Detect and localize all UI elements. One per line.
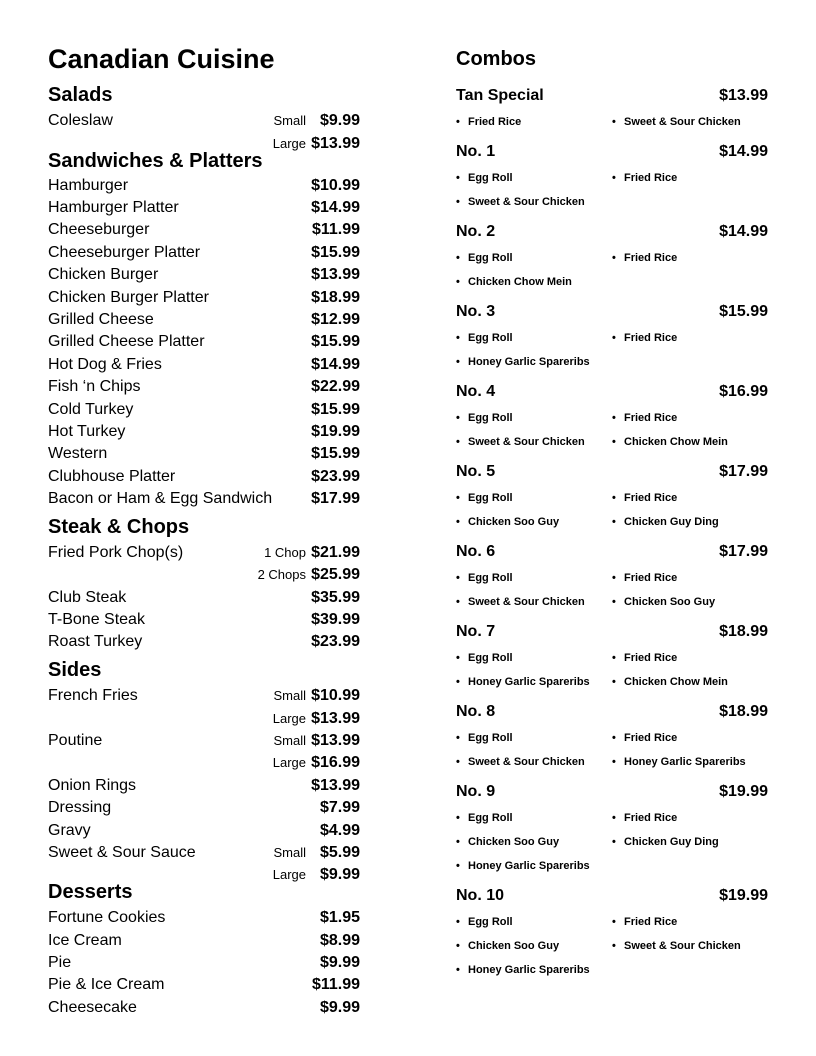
combo-item: • Sweet & Sour Chicken — [612, 938, 741, 954]
combo-item: • Chicken Chow Mein — [612, 674, 728, 690]
menu-item — [48, 587, 360, 609]
combo-no-4 — [456, 381, 768, 403]
combo-no-5 — [456, 461, 768, 483]
steak-chops-heading: Steak & Chops — [48, 516, 190, 538]
item-name: Sweet & Sour Sauce — [48, 844, 196, 861]
item-name: Poutine — [48, 732, 103, 749]
menu-item-pork-chop-two — [48, 564, 360, 586]
item-price: $15.99 — [311, 333, 360, 350]
item-price: $23.99 — [311, 468, 360, 485]
combo-item: • Egg Roll — [456, 490, 513, 506]
size-label: Small — [273, 688, 306, 703]
combo-price: $17.99 — [719, 463, 768, 480]
item-price: $8.99 — [319, 932, 360, 949]
item-name: Hamburger Platter — [48, 199, 179, 216]
item-name: Chicken Burger — [48, 266, 159, 283]
page-title: Canadian Cuisine — [48, 44, 275, 74]
item-price: $4.99 — [319, 822, 360, 839]
combo-name: No. 9 — [456, 783, 496, 800]
combo-price: $19.99 — [719, 887, 768, 904]
item-name: Pie — [48, 954, 72, 971]
combo-no-6 — [456, 541, 768, 563]
combo-item: • Sweet & Sour Chicken — [456, 194, 585, 210]
item-price: $7.99 — [319, 799, 360, 816]
item-name: Fortune Cookies — [48, 909, 166, 926]
combo-name: No. 8 — [456, 703, 496, 720]
menu-item-coleslaw — [48, 110, 360, 132]
combo-item: • Fried Rice — [612, 730, 677, 746]
combo-item: • Egg Roll — [456, 914, 513, 930]
menu-item — [48, 197, 360, 219]
combo-tan-special — [456, 85, 768, 107]
combo-item: • Egg Roll — [456, 170, 513, 186]
combo-item: • Chicken Guy Ding — [612, 514, 719, 530]
menu-item — [48, 997, 360, 1019]
combo-name: No. 7 — [456, 623, 496, 640]
combo-item: • Honey Garlic Spareribs — [456, 962, 590, 978]
item-price: $13.99 — [311, 777, 360, 794]
menu-item — [48, 242, 360, 264]
combo-price: $13.99 — [719, 87, 768, 104]
combo-item: • Chicken Soo Guy — [456, 514, 559, 530]
size-label: 2 Chops — [257, 567, 306, 582]
menu-item — [48, 820, 360, 842]
menu-item-poutine — [48, 730, 360, 752]
menu-item-french-fries — [48, 685, 360, 707]
item-name: Cold Turkey — [48, 401, 134, 418]
combos-heading: Combos — [456, 48, 536, 70]
item-price: $22.99 — [311, 378, 360, 395]
item-price: $5.99 — [319, 844, 360, 861]
salads-heading: Salads — [48, 84, 113, 106]
item-name: Hamburger — [48, 177, 129, 194]
sides-heading: Sides — [48, 659, 102, 681]
item-name: Gravy — [48, 822, 91, 839]
combo-item: • Fried Rice — [612, 330, 677, 346]
menu-item — [48, 488, 360, 510]
menu-item — [48, 421, 360, 443]
item-price: $11.99 — [311, 976, 360, 993]
combo-item: • Fried Rice — [612, 650, 677, 666]
combo-price: $18.99 — [719, 703, 768, 720]
menu-item — [48, 631, 360, 653]
menu-item — [48, 907, 360, 929]
combo-no-7 — [456, 621, 768, 643]
size-label: 1 Chop — [264, 545, 306, 560]
item-price: $10.99 — [311, 177, 360, 194]
menu-item — [48, 264, 360, 286]
combo-item: • Fried Rice — [612, 490, 677, 506]
item-price: $9.99 — [319, 999, 360, 1016]
item-name: Pie & Ice Cream — [48, 976, 165, 993]
combo-price: $19.99 — [719, 783, 768, 800]
combo-price: $18.99 — [719, 623, 768, 640]
combo-price: $16.99 — [719, 383, 768, 400]
menu-item — [48, 443, 360, 465]
combo-item: • Honey Garlic Spareribs — [456, 354, 590, 370]
combo-item: • Chicken Soo Guy — [612, 594, 715, 610]
combo-name: No. 1 — [456, 143, 496, 160]
combo-item: • Sweet & Sour Chicken — [612, 114, 741, 130]
combo-item: • Chicken Soo Guy — [456, 834, 559, 850]
menu-item — [48, 331, 360, 353]
item-price: $23.99 — [311, 633, 360, 650]
combo-item: • Fried Rice — [612, 914, 677, 930]
combo-item: • Chicken Chow Mein — [612, 434, 728, 450]
combo-item: • Fried Rice — [612, 570, 677, 586]
combo-item: • Egg Roll — [456, 250, 513, 266]
item-price: $13.99 — [311, 732, 360, 749]
combo-item: • Fried Rice — [612, 410, 677, 426]
item-price: $14.99 — [311, 356, 360, 373]
combo-name: Tan Special — [456, 87, 544, 104]
combo-item: • Egg Roll — [456, 570, 513, 586]
combo-name: No. 2 — [456, 223, 496, 240]
size-label: Small — [273, 733, 306, 748]
combo-item: • Chicken Soo Guy — [456, 938, 559, 954]
item-name: Bacon or Ham & Egg Sandwich — [48, 490, 273, 507]
combo-no-8 — [456, 701, 768, 723]
combo-item: • Egg Roll — [456, 730, 513, 746]
item-price: $18.99 — [311, 289, 360, 306]
size-label: Small — [273, 113, 306, 128]
combo-no-10 — [456, 885, 768, 907]
item-price: $16.99 — [311, 754, 360, 771]
size-label: Large — [272, 867, 306, 882]
item-price: $9.99 — [319, 866, 360, 883]
size-label: Large — [272, 755, 306, 770]
combo-item: • Chicken Chow Mein — [456, 274, 572, 290]
menu-item — [48, 974, 360, 996]
item-price: $13.99 — [311, 266, 360, 283]
menu-item — [48, 609, 360, 631]
item-name: Grilled Cheese — [48, 311, 154, 328]
menu-item — [48, 309, 360, 331]
menu-item — [48, 354, 360, 376]
item-price: $21.99 — [311, 544, 360, 561]
item-name: Ice Cream — [48, 932, 122, 949]
combo-item: • Fried Rice — [612, 250, 677, 266]
menu-item — [48, 466, 360, 488]
combo-item: • Fried Rice — [612, 170, 677, 186]
combo-no-2 — [456, 221, 768, 243]
combo-item: • Egg Roll — [456, 810, 513, 826]
item-price: $17.99 — [311, 490, 360, 507]
sandwiches-heading: Sandwiches & Platters — [48, 150, 263, 172]
combo-item: • Honey Garlic Spareribs — [612, 754, 746, 770]
combo-name: No. 4 — [456, 383, 496, 400]
combo-price: $17.99 — [719, 543, 768, 560]
item-name: Cheeseburger — [48, 221, 150, 238]
item-price: $35.99 — [311, 589, 360, 606]
combo-item: • Egg Roll — [456, 330, 513, 346]
combo-item: • Egg Roll — [456, 410, 513, 426]
combo-no-9 — [456, 781, 768, 803]
menu-item — [48, 219, 360, 241]
size-label: Large — [272, 136, 306, 151]
item-price: $14.99 — [311, 199, 360, 216]
item-price: $9.99 — [319, 954, 360, 971]
item-name: Clubhouse Platter — [48, 468, 176, 485]
item-price: $15.99 — [311, 244, 360, 261]
item-price: $19.99 — [311, 423, 360, 440]
combo-no-1 — [456, 141, 768, 163]
menu-item — [48, 399, 360, 421]
item-name: Chicken Burger Platter — [48, 289, 209, 306]
menu-item-pork-chop — [48, 542, 360, 564]
menu-item-sweet-sour-sauce — [48, 842, 360, 864]
menu-item-french-fries-large — [48, 708, 360, 730]
combo-item: • Egg Roll — [456, 650, 513, 666]
combo-name: No. 3 — [456, 303, 496, 320]
item-name: Hot Dog & Fries — [48, 356, 162, 373]
menu-item — [48, 797, 360, 819]
item-name: Club Steak — [48, 589, 127, 606]
item-name: Hot Turkey — [48, 423, 126, 440]
menu-item-poutine-large — [48, 752, 360, 774]
item-price: $25.99 — [311, 566, 360, 583]
combo-name: No. 10 — [456, 887, 505, 904]
combo-item: • Sweet & Sour Chicken — [456, 434, 585, 450]
combo-item: • Sweet & Sour Chicken — [456, 754, 585, 770]
combo-item: • Chicken Guy Ding — [612, 834, 719, 850]
combo-name: No. 6 — [456, 543, 496, 560]
item-name: Dressing — [48, 799, 112, 816]
item-name: Roast Turkey — [48, 633, 143, 650]
combo-item: • Sweet & Sour Chicken — [456, 594, 585, 610]
item-name: Fish ‘n Chips — [48, 378, 141, 395]
menu-item — [48, 930, 360, 952]
item-name: Onion Rings — [48, 777, 137, 794]
combo-item: • Honey Garlic Spareribs — [456, 858, 590, 874]
item-price: $1.95 — [319, 909, 360, 926]
menu-item — [48, 775, 360, 797]
item-price: $39.99 — [311, 611, 360, 628]
item-price: $15.99 — [311, 401, 360, 418]
item-name: T-Bone Steak — [48, 611, 145, 628]
item-name: Western — [48, 445, 108, 462]
combo-price: $15.99 — [719, 303, 768, 320]
menu-item — [48, 952, 360, 974]
combo-item: • Fried Rice — [456, 114, 521, 130]
combo-price: $14.99 — [719, 143, 768, 160]
combo-name: No. 5 — [456, 463, 496, 480]
item-name: French Fries — [48, 687, 138, 704]
item-name: Cheeseburger Platter — [48, 244, 201, 261]
combo-price: $14.99 — [719, 223, 768, 240]
item-name: Cheesecake — [48, 999, 137, 1016]
desserts-heading: Desserts — [48, 881, 133, 903]
menu-item — [48, 175, 360, 197]
item-name: Grilled Cheese Platter — [48, 333, 205, 350]
combo-item: • Fried Rice — [612, 810, 677, 826]
combo-no-3 — [456, 301, 768, 323]
item-price: $10.99 — [311, 687, 360, 704]
item-price: $11.99 — [311, 221, 360, 238]
item-price: $12.99 — [311, 311, 360, 328]
menu-item — [48, 287, 360, 309]
menu-item — [48, 376, 360, 398]
item-price: $13.99 — [311, 710, 360, 727]
combo-item: • Honey Garlic Spareribs — [456, 674, 590, 690]
item-name: Coleslaw — [48, 112, 113, 129]
item-price: $9.99 — [319, 112, 360, 129]
size-label: Small — [273, 845, 306, 860]
item-name: Fried Pork Chop(s) — [48, 544, 184, 561]
item-price: $15.99 — [311, 445, 360, 462]
item-price: $13.99 — [311, 135, 360, 152]
size-label: Large — [272, 711, 306, 726]
